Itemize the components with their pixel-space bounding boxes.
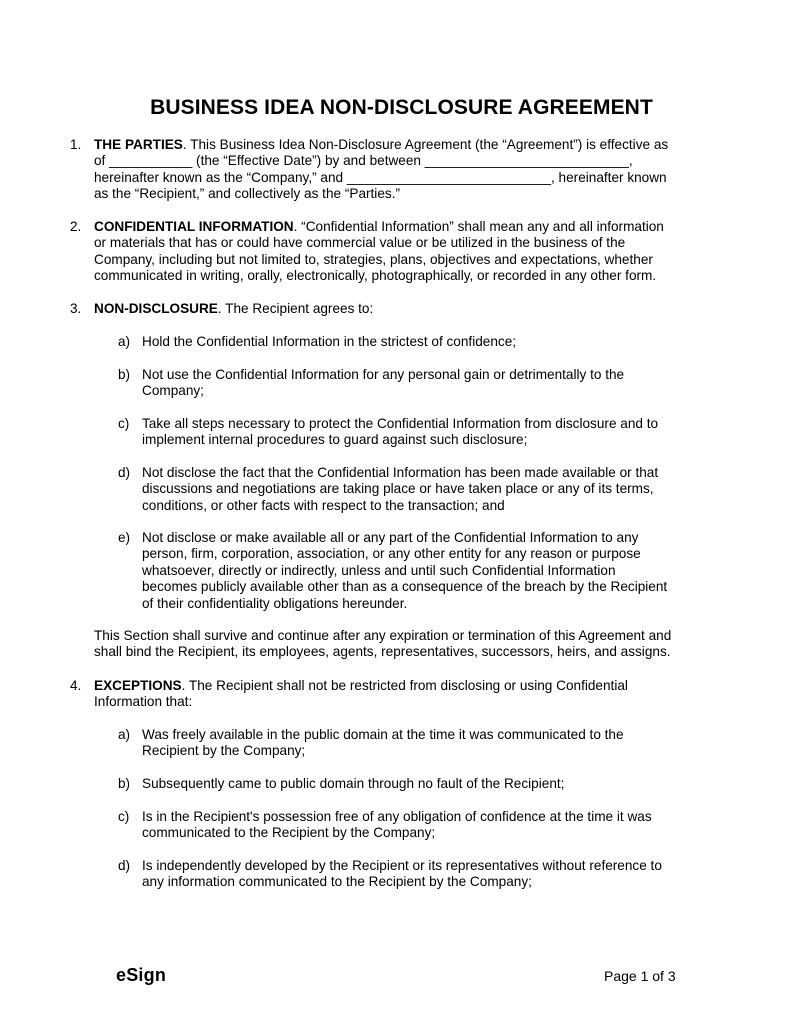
list-item-text: Was freely available in the public domain at the time it was communicated to the [142, 727, 624, 742]
list-item [118, 465, 712, 514]
section-heading: CONFIDENTIAL INFORMATION [94, 219, 294, 234]
list-item-letter: b) [118, 367, 131, 382]
paragraph-text: shall bind the Recipient, its employees, agents, representatives, successors, heirs, and assigns. [94, 644, 671, 660]
list-item-letter: a) [118, 727, 131, 742]
list-item-text: whatsoever, directly or indirectly, unless and until such Confidential Information [142, 562, 616, 578]
section-text: Company, including but not limited to, strategies, plans, objectives and expectations, whether [94, 251, 653, 267]
list-item-text: Company; [142, 383, 204, 399]
survival-clause [94, 628, 714, 661]
list-item-letter: a) [118, 334, 131, 349]
section-number: 1. [70, 137, 82, 152]
list-item-text: Not disclose the fact that the Confidential Information has been made available or that [142, 465, 659, 480]
list-item-text: becomes publicly available other than as a consequence of the breach by the Recipient [142, 579, 668, 595]
list-item [118, 776, 712, 792]
list-item-text: Is independently developed by the Recipient or its representatives without reference to [142, 858, 662, 873]
section-text: . “Confidential Information” shall mean any and all information [293, 219, 664, 234]
section-text: . The Recipient agrees to: [217, 301, 374, 316]
list-item-text: of their confidentiality obligations hereunder. [142, 595, 408, 611]
list-item-text: Is in the Recipient's possession free of any obligation of confidence at the time it was [142, 809, 652, 824]
list-item-text: Not use the Confidential Information for any personal gain or detrimentally to the [142, 367, 625, 382]
esign-logo: eSign [116, 965, 167, 985]
list-item-letter: c) [118, 416, 130, 431]
page-number: Page 1 of 3 [604, 968, 676, 984]
list-item-text: Subsequently came to public domain through no fault of the Recipient; [142, 776, 565, 791]
section-number: 2. [70, 219, 82, 234]
section-exceptions [70, 678, 712, 711]
list-item-text: Take all steps necessary to protect the Confidential Information from disclosure and to [142, 416, 659, 431]
list-item [118, 530, 712, 612]
paragraph-text: This Section shall survive and continue after any expiration or termination of this Agreement and [94, 628, 672, 643]
list-item-text: Recipient by the Company; [142, 743, 306, 759]
list-item-text: Not disclose or make available all or any part of the Confidential Information to any [142, 530, 639, 545]
list-item [118, 858, 712, 891]
list-item-letter: b) [118, 776, 131, 791]
section-number: 4. [70, 678, 82, 693]
section-text: or materials that has or could have commercial value or be utilized in the business of the [94, 235, 626, 251]
section-text: communicated in writing, orally, electronically, photographically, or recorded in any other form. [94, 268, 657, 284]
list-item-text: any information communicated to the Recipient by the Company; [142, 874, 532, 890]
list-item-letter: d) [118, 465, 131, 480]
section-non-disclosure [70, 301, 712, 317]
section-text: Information that: [94, 694, 193, 710]
section-text: as the “Recipient,” and collectively as the “Parties.” [94, 186, 400, 202]
list-item [118, 367, 712, 400]
section-heading: EXCEPTIONS [94, 678, 182, 693]
list-item [118, 727, 712, 760]
list-item-text: discussions and negotiations are taking place or have taken place or any of its terms, [142, 481, 654, 497]
section-text: . This Business Idea Non-Disclosure Agreement (the “Agreement”) is effective as [182, 137, 669, 152]
list-item-text: conditions, or other facts with respect to the transaction; and [142, 497, 505, 513]
section-heading: THE PARTIES [94, 137, 183, 152]
list-item [118, 809, 712, 842]
list-item-letter: c) [118, 809, 130, 824]
list-item-letter: e) [118, 530, 131, 545]
document-title: BUSINESS IDEA NON-DISCLOSURE AGREEMENT [150, 96, 653, 119]
list-item-text: Hold the Confidential Information in the strictest of confidence; [142, 334, 517, 349]
section-number: 3. [70, 301, 82, 316]
section-text: of ___________ (the “Effective Date”) by and between ___________________________, [94, 153, 633, 169]
section-text: hereinafter known as the “Company,” and ___________________________, hereinafter known [94, 169, 667, 185]
list-item-letter: d) [118, 858, 131, 873]
list-item [118, 334, 712, 350]
list-item-text: implement internal procedures to guard against such disclosure; [142, 432, 528, 448]
section-confidential-information [70, 219, 712, 285]
section-heading: NON-DISCLOSURE [94, 301, 218, 316]
list-item-text: communicated to the Recipient by the Company; [142, 825, 436, 841]
section-text: . The Recipient shall not be restricted from disclosing or using Confidential [181, 678, 628, 693]
section-parties [70, 137, 712, 203]
list-item [118, 416, 712, 449]
list-item-text: person, firm, corporation, association, or any other entity for any reason or purpose [142, 546, 641, 562]
